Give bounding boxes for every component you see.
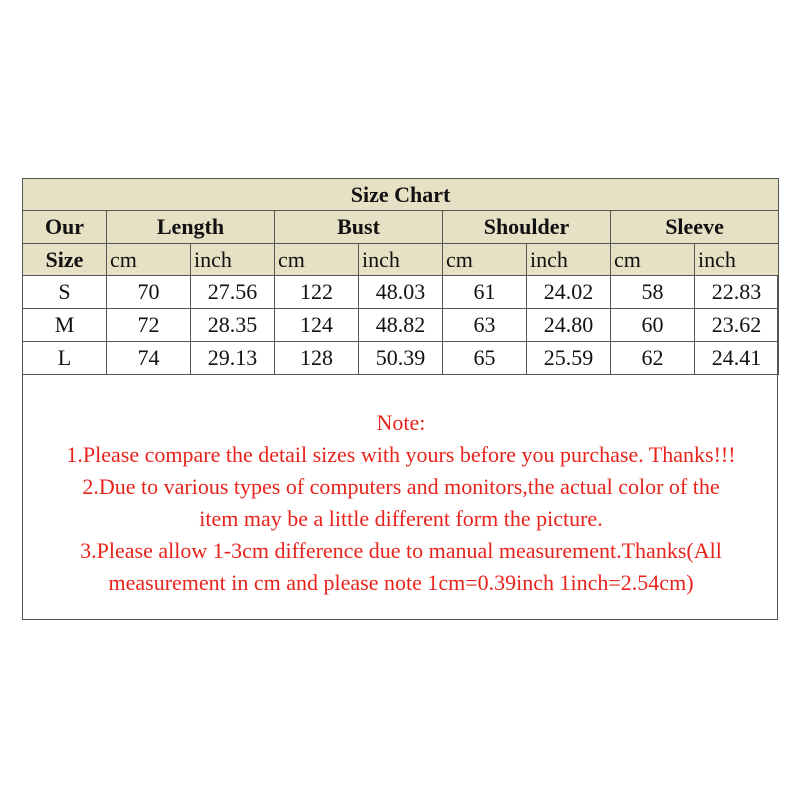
size-table [22,178,779,375]
size-cell: L [23,342,107,375]
length-cm-cell: 74 [107,342,191,375]
table-row [23,309,779,342]
unit-inch: inch [191,244,275,276]
note-line-3: item may be a little different form the picture. [199,506,603,531]
length-inch-cell: 27.56 [191,276,275,309]
unit-inch: inch [695,244,779,276]
note-line-1: 1.Please compare the detail sizes with yours before you purchase. Thanks!!! [66,442,736,467]
note-section [23,407,779,599]
header-length: Length [107,211,275,244]
shoulder-inch-cell: 24.02 [527,276,611,309]
unit-cm: cm [275,244,359,276]
unit-inch: inch [359,244,443,276]
sleeve-cm-cell: 62 [611,342,695,375]
size-label: Size [23,244,107,276]
sleeve-inch-cell: 23.62 [695,309,779,342]
table-title: Size Chart [23,179,779,211]
bust-cm-cell: 128 [275,342,359,375]
size-chart [22,178,778,620]
sleeve-cm-cell: 58 [611,276,695,309]
note-line-5: measurement in cm and please note 1cm=0.39inch 1inch=2.54cm) [108,570,694,595]
table-row [23,342,779,375]
shoulder-inch-cell: 25.59 [527,342,611,375]
length-cm-cell: 70 [107,276,191,309]
header-shoulder: Shoulder [443,211,611,244]
bust-inch-cell: 48.03 [359,276,443,309]
note-line-2: 2.Due to various types of computers and monitors,the actual color of the [82,474,720,499]
sleeve-cm-cell: 60 [611,309,695,342]
shoulder-cm-cell: 63 [443,309,527,342]
table-row [23,276,779,309]
size-cell: M [23,309,107,342]
sleeve-inch-cell: 22.83 [695,276,779,309]
bust-cm-cell: 124 [275,309,359,342]
length-cm-cell: 72 [107,309,191,342]
note-heading: Note: [376,410,426,435]
sleeve-inch-cell: 24.41 [695,342,779,375]
our-label: Our [23,211,107,244]
unit-cm: cm [107,244,191,276]
length-inch-cell: 28.35 [191,309,275,342]
shoulder-cm-cell: 61 [443,276,527,309]
bust-cm-cell: 122 [275,276,359,309]
unit-cm: cm [611,244,695,276]
note-line-4: 3.Please allow 1-3cm difference due to manual measurement.Thanks(All [80,538,722,563]
unit-inch: inch [527,244,611,276]
size-cell: S [23,276,107,309]
length-inch-cell: 29.13 [191,342,275,375]
unit-cm: cm [443,244,527,276]
shoulder-cm-cell: 65 [443,342,527,375]
bust-inch-cell: 48.82 [359,309,443,342]
shoulder-inch-cell: 24.80 [527,309,611,342]
header-bust: Bust [275,211,443,244]
bust-inch-cell: 50.39 [359,342,443,375]
header-sleeve: Sleeve [611,211,779,244]
